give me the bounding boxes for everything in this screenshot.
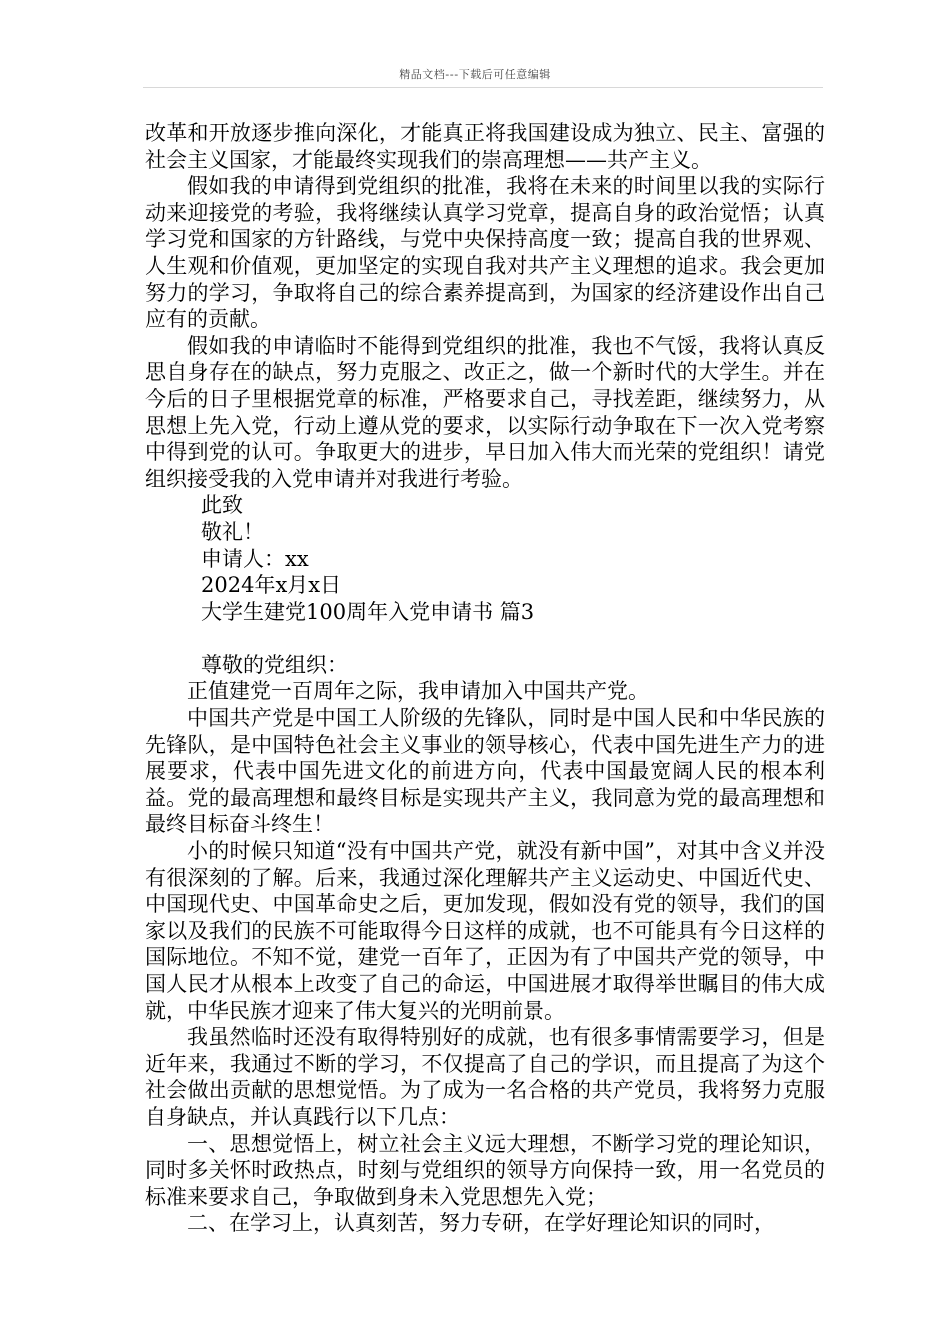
greeting-line: 尊敬的党组织： xyxy=(201,652,348,677)
paragraph: 改革和开放逐步推向深化，才能真正将我国建设成为独立、民主、富强的社会主义国家，才能最终实现我们的崇高理想——共产主义。 xyxy=(145,121,825,172)
paragraph: 我虽然临时还没有取得特别好的成就，也有很多事情需要学习，但是近年来，我通过不断的学习，不仅提高了自己的学识，而且提高了为这个社会做出贡献的思想觉悟。为了成为一名合格的共产党员，我将努力克服自身缺点，并认真践行以下几点： xyxy=(145,1025,825,1129)
date-line: 2024年x月x日 xyxy=(201,573,342,598)
document-body xyxy=(145,120,825,1237)
paragraph: 二、在学习上，认真刻苦，努力专研，在学好理论知识的同时， xyxy=(187,1211,775,1236)
blank-line xyxy=(145,625,825,652)
section-title: 大学生建党100周年入党申请书 篇3 xyxy=(201,599,535,624)
applicant-line: 申请人：xx xyxy=(201,546,309,571)
paragraph: 一、思想觉悟上，树立社会主义远大理想，不断学习党的理论知识，同时多关怀时政热点，时刻与党组织的领导方向保持一致，用一名党员的标准来要求自己，争取做到身未入党思想先入党； xyxy=(145,1131,825,1209)
closing-line: 此致 xyxy=(201,493,243,518)
salute-line: 敬礼！ xyxy=(201,519,264,544)
paragraph: 中国共产党是中国工人阶级的先锋队，同时是中国人民和中华民族的先锋队，是中国特色社会主义事业的领导核心，代表中国先进生产力的进展要求，代表中国先进文化的前进方向，代表中国最宽阔人民的根本利益。党的最高理想和最终目标是实现共产主义，我同意为党的最高理想和最终目标奋斗终生！ xyxy=(145,706,825,837)
paragraph: 小的时候只知道“没有中国共产党，就没有新中国”，对其中含义并没有很深刻的了解。后来，我通过深化理解共产主义运动史、中国近代史、中国现代史、中国革命史之后，更加发现，假如没有党的领导，我们的国家以及我们的民族不可能取得今日这样的成就，也不可能具有今日这样的国际地位。不知不觉，建党一百年了，正因为有了中国共产党的领导，中国人民才从根本上改变了自己的命运，中国进展才取得举世瞩目的伟大成就，中华民族才迎来了伟大复兴的光明前景。 xyxy=(145,839,825,1023)
paragraph: 假如我的申请临时不能得到党组织的批准，我也不气馁，我将认真反思自身存在的缺点，努力克服之、改正之，做一个新时代的大学生。并在今后的日子里根据党章的标准，严格要求自己，寻找差距，继续努力，从思想上先入党，行动上遵从党的要求，以实际行动争取在下一次入党考察中得到党的认可。争取更大的进步，早日加入伟大而光荣的党组织！请党组织接受我的入党申请并对我进行考验。 xyxy=(145,333,825,491)
page-header: 精品文档---下载后可任意编辑 xyxy=(399,68,551,81)
paragraph: 假如我的申请得到党组织的批准，我将在未来的时间里以我的实际行动来迎接党的考验，我将继续认真学习党章，提高自身的政治觉悟；认真学习党和国家的方针路线，与党中央保持高度一致；提高自我的世界观、人生观和价值观，更加坚定的实现自我对共产主义理想的追求。我会更加努力的学习，争取将自己的综合素养提高到，为国家的经济建设作出自己应有的贡献。 xyxy=(145,174,825,332)
paragraph: 正值建党一百周年之际，我申请加入中国共产党。 xyxy=(187,679,649,704)
header-divider xyxy=(143,87,823,88)
